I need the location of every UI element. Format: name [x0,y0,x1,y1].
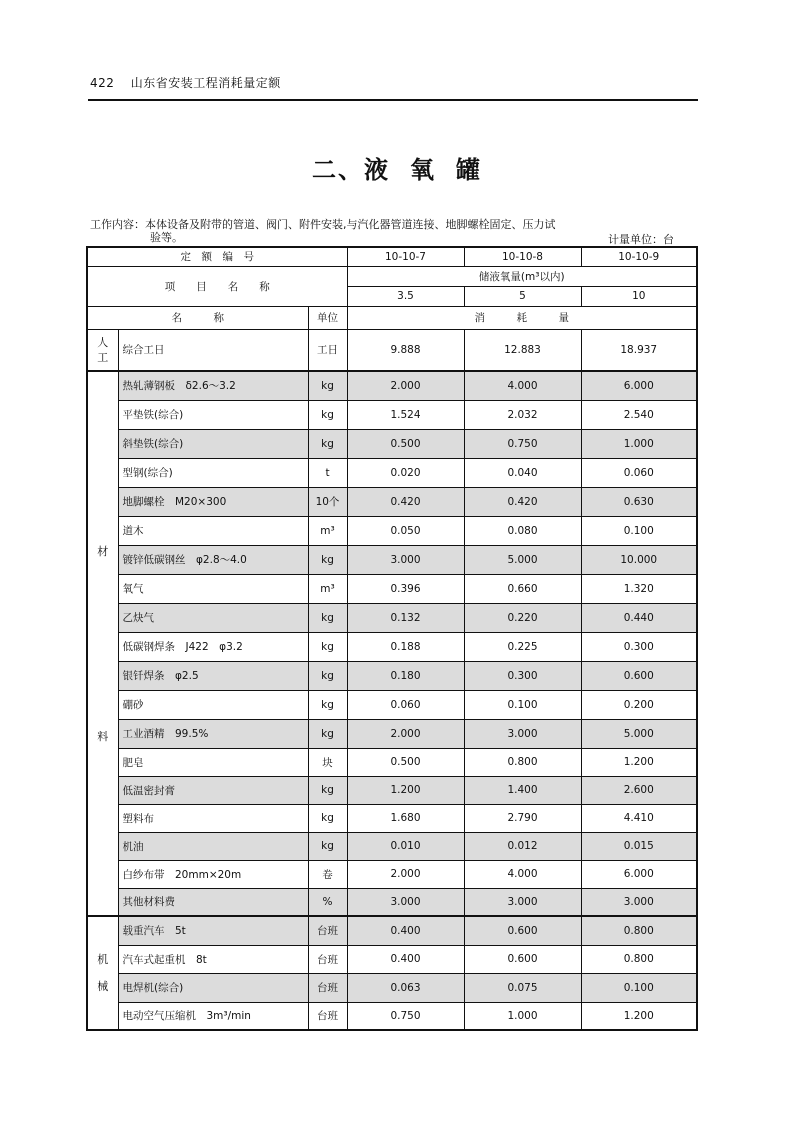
table-row [87,690,697,719]
consumption-value: 1.320 [581,574,697,603]
quota-no: 10-10-8 [464,247,581,266]
resource-unit: kg [308,776,347,804]
consumption-value: 0.400 [347,945,464,973]
consumption-value: 0.400 [347,916,464,945]
consumption-value: 0.075 [464,973,581,1002]
resource-unit: 台班 [308,1002,347,1030]
consumption-value: 1.000 [581,429,697,458]
consumption-value: 18.937 [581,329,697,371]
consumption-value: 2.790 [464,804,581,832]
resource-name: 塑料布 [118,804,308,832]
table-row [87,719,697,748]
table-row [87,516,697,545]
consumption-value: 2.600 [581,776,697,804]
table-row [87,487,697,516]
resource-unit: 卷 [308,860,347,888]
header-rule [88,99,698,101]
resource-unit: 块 [308,748,347,776]
consumption-value: 0.060 [347,690,464,719]
resource-unit: m³ [308,516,347,545]
consumption-value: 0.800 [581,945,697,973]
consumption-value: 0.500 [347,748,464,776]
resource-unit: 台班 [308,945,347,973]
resource-unit: kg [308,400,347,429]
resource-name: 斜垫铁(综合) [118,429,308,458]
consumption-value: 12.883 [464,329,581,371]
quota-no: 10-10-7 [347,247,464,266]
table-row [87,748,697,776]
unit-label: 计量单位：台 [608,233,674,246]
consumption-value: 0.750 [347,1002,464,1030]
consumption-value: 4.000 [464,860,581,888]
capacity-value: 10 [581,286,697,306]
table-row [87,832,697,860]
resource-unit: kg [308,832,347,860]
resource-name: 低碳钢焊条 J422 φ3.2 [118,632,308,661]
table-row [87,632,697,661]
quota-table [86,246,698,1031]
consumption-value: 0.100 [581,973,697,1002]
resource-unit: kg [308,632,347,661]
category-materials: 材 料 [87,371,118,916]
resource-unit: kg [308,429,347,458]
table-row [87,603,697,632]
category-labor: 人 工 [87,329,118,371]
consumption-value: 0.188 [347,632,464,661]
consumption-value: 1.200 [581,748,697,776]
consumption-value: 0.630 [581,487,697,516]
consumption-value: 0.750 [464,429,581,458]
consumption-value: 1.200 [347,776,464,804]
consumption-value: 0.200 [581,690,697,719]
resource-name: 白纱布带 20mm×20m [118,860,308,888]
resource-name: 工业酒精 99.5% [118,719,308,748]
consumption-value: 5.000 [464,545,581,574]
table-row [87,888,697,916]
resource-name: 电动空气压缩机 3m³/min [118,1002,308,1030]
resource-unit: 10个 [308,487,347,516]
quota-no: 10-10-9 [581,247,697,266]
consumption-value: 0.100 [581,516,697,545]
resource-name: 低温密封膏 [118,776,308,804]
consumption-value: 2.032 [464,400,581,429]
consumption-value: 0.010 [347,832,464,860]
capacity-label: 储液氧量(m³以内) [347,266,697,286]
consumption-value: 0.600 [464,916,581,945]
consumption-value: 4.410 [581,804,697,832]
resource-unit: t [308,458,347,487]
consumption-value: 1.400 [464,776,581,804]
resource-unit: kg [308,545,347,574]
resource-unit: kg [308,661,347,690]
table-row [87,661,697,690]
resource-name: 道木 [118,516,308,545]
consumption-value: 0.063 [347,973,464,1002]
consumption-value: 2.540 [581,400,697,429]
resource-name: 机油 [118,832,308,860]
consumption-value: 4.000 [464,371,581,400]
table-row [87,574,697,603]
consumption-value: 0.660 [464,574,581,603]
table-row [87,860,697,888]
resource-name: 硼砂 [118,690,308,719]
quota-no-label: 定 额 编 号 [87,247,347,266]
resource-name: 肥皂 [118,748,308,776]
consumption-value: 0.050 [347,516,464,545]
resource-unit: kg [308,690,347,719]
consumption-value: 0.500 [347,429,464,458]
consumption-value: 0.020 [347,458,464,487]
table-row [87,545,697,574]
book-title: 山东省安装工程消耗量定额 [130,76,281,90]
capacity-value: 5 [464,286,581,306]
consumption-value: 3.000 [347,545,464,574]
resource-unit: % [308,888,347,916]
consumption-value: 0.600 [581,661,697,690]
resource-unit: kg [308,804,347,832]
resource-name: 汽车式起重机 8t [118,945,308,973]
resource-name: 镀锌低碳钢丝 φ2.8～4.0 [118,545,308,574]
resource-name: 热轧薄钢板 δ2.6～3.2 [118,371,308,400]
table-row [87,776,697,804]
consumption-value: 0.080 [464,516,581,545]
column-header-name: 名 称 [87,306,308,329]
table-row [87,371,697,400]
resource-name: 平垫铁(综合) [118,400,308,429]
resource-unit: kg [308,371,347,400]
consumption-value: 0.800 [581,916,697,945]
table-row [87,804,697,832]
resource-unit: 台班 [308,973,347,1002]
resource-unit: m³ [308,574,347,603]
consumption-value: 0.225 [464,632,581,661]
consumption-value: 0.300 [464,661,581,690]
quota-no-row [87,247,697,266]
consumption-value: 3.000 [464,888,581,916]
consumption-value: 0.180 [347,661,464,690]
consumption-value: 1.200 [581,1002,697,1030]
table-row [87,400,697,429]
consumption-value: 1.524 [347,400,464,429]
consumption-value: 0.440 [581,603,697,632]
capacity-value: 3.5 [347,286,464,306]
resource-name: 乙炔气 [118,603,308,632]
resource-name: 地脚螺栓 M20×300 [118,487,308,516]
consumption-value: 6.000 [581,860,697,888]
resource-name: 型钢(综合) [118,458,308,487]
resource-name: 银钎焊条 φ2.5 [118,661,308,690]
table-row [87,1002,697,1030]
consumption-value: 5.000 [581,719,697,748]
work-content-line2: 验等。 [150,231,183,244]
consumption-value: 2.000 [347,371,464,400]
work-content-line1: 工作内容：本体设备及附带的管道、阀门、附件安装,与汽化器管道连接、地脚螺栓固定、压力试 [90,218,556,231]
consumption-value: 0.800 [464,748,581,776]
consumption-value: 0.012 [464,832,581,860]
consumption-value: 0.132 [347,603,464,632]
resource-name: 其他材料费 [118,888,308,916]
table-row [87,916,697,945]
consumption-value: 9.888 [347,329,464,371]
work-content [90,218,610,244]
resource-name: 载重汽车 5t [118,916,308,945]
resource-unit: 工日 [308,329,347,371]
consumption-value: 3.000 [581,888,697,916]
consumption-value: 6.000 [581,371,697,400]
table-row [87,429,697,458]
consumption-value: 2.000 [347,719,464,748]
consumption-value: 0.040 [464,458,581,487]
table-row [87,458,697,487]
consumption-value: 0.420 [347,487,464,516]
consumption-value: 1.680 [347,804,464,832]
consumption-value: 0.300 [581,632,697,661]
consumption-value: 2.000 [347,860,464,888]
consumption-value: 0.060 [581,458,697,487]
section-title: 二、液 氧 罐 [312,156,482,184]
resource-unit: kg [308,603,347,632]
column-header-consumption: 消 耗 量 [347,306,697,329]
table-row [87,945,697,973]
capacity-label-row [87,266,697,286]
resource-name: 氧气 [118,574,308,603]
labor-row [87,329,697,371]
table-row [87,973,697,1002]
resource-unit: kg [308,719,347,748]
consumption-value: 0.100 [464,690,581,719]
page-number: 422 [90,76,115,90]
category-machinery: 机 械 [87,916,118,1030]
consumption-value: 3.000 [347,888,464,916]
consumption-value: 0.600 [464,945,581,973]
resource-unit: 台班 [308,916,347,945]
column-header-unit: 单位 [308,306,347,329]
resource-name: 综合工日 [118,329,308,371]
page-header [90,74,281,91]
consumption-value: 0.015 [581,832,697,860]
consumption-value: 0.420 [464,487,581,516]
consumption-value: 10.000 [581,545,697,574]
column-header-row [87,306,697,329]
resource-name: 电焊机(综合) [118,973,308,1002]
consumption-value: 0.220 [464,603,581,632]
item-name-label: 项 目 名 称 [87,266,347,306]
consumption-value: 3.000 [464,719,581,748]
consumption-value: 1.000 [464,1002,581,1030]
consumption-value: 0.396 [347,574,464,603]
